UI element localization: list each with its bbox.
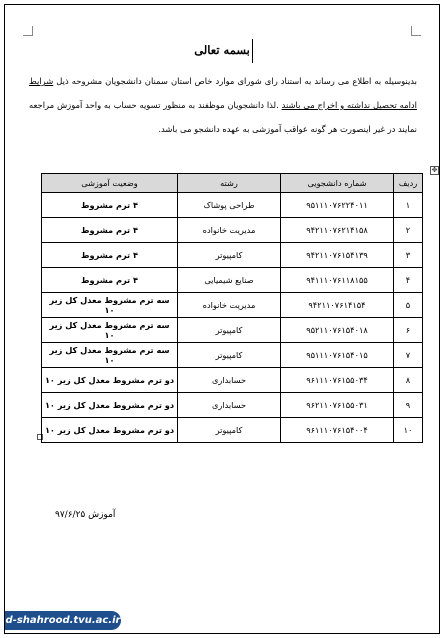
header-status: وضعیت آموزشی	[42, 174, 178, 193]
cell-student-id: ۹۶۱۱۱۰۷۶۱۵۵۰۳۴	[281, 368, 394, 393]
paragraph-underlined: شرایط ادامه تحصیل نداشته و اخراج می باشند	[29, 76, 417, 110]
crop-mark-top-left	[23, 26, 33, 36]
cell-status: سه ترم مشروط معدل کل زیر ۱۰	[42, 318, 178, 343]
paragraph-part-2: .لذا دانشجویان موظفند به منظور تسویه حساب به واحد آموزش مراجعه نمایند در غیر اینصورت هر گونه عواقب آموزشی به عهده دانشجو می باشد.	[29, 100, 417, 134]
cell-student-id: ۹۴۲۱۱۰۷۶۲۱۴۱۵۸	[281, 218, 394, 243]
cell-status: دو ترم مشروط معدل کل زیر ۱۰	[42, 418, 178, 443]
cell-status: ۴ ترم مشروط	[42, 218, 178, 243]
cell-student-id: ۹۶۱۱۱۰۷۶۱۵۴۰۰۴	[281, 418, 394, 443]
cell-major: کامپیوتر	[178, 318, 281, 343]
cell-major: مدیریت خانواده	[178, 293, 281, 318]
cell-major: کامپیوتر	[178, 243, 281, 268]
cell-row-number: ۳	[394, 243, 423, 268]
cell-student-id: ۹۵۱۱۱۰۷۶۲۲۴۰۱۱	[281, 193, 394, 218]
cell-major: حسابداری	[178, 393, 281, 418]
cell-major: طراحی پوشاک	[178, 193, 281, 218]
document-title: بسمه تعالی	[194, 43, 250, 57]
table-row	[42, 268, 423, 293]
header-student-id: شماره دانشجویی	[281, 174, 394, 193]
table-row	[42, 418, 423, 443]
cell-row-number: ۱	[394, 193, 423, 218]
cell-student-id: ۹۴۲۱۱۰۷۶۱۵۴۱۳۹	[281, 243, 394, 268]
cell-major: حسابداری	[178, 368, 281, 393]
cell-student-id: ۹۵۱۱۱۰۷۶۱۵۴۰۱۵	[281, 343, 394, 368]
cell-row-number: ۵	[394, 293, 423, 318]
text-cursor	[252, 39, 253, 63]
cell-row-number: ۷	[394, 343, 423, 368]
cell-status: سه ترم مشروط معدل کل زیر ۱۰	[42, 293, 178, 318]
cell-status: ۴ ترم مشروط	[42, 193, 178, 218]
header-major: رشته	[178, 174, 281, 193]
cell-major: کامپیوتر	[178, 343, 281, 368]
table-row	[42, 343, 423, 368]
cell-major: مدیریت خانواده	[178, 218, 281, 243]
table-header-row	[42, 174, 423, 193]
body-paragraph	[29, 69, 417, 141]
cell-major: صنایع شیمیایی	[178, 268, 281, 293]
table-row	[42, 243, 423, 268]
cell-student-id: ۹۴۱۱۱۰۷۶۱۱۸۱۵۵	[281, 268, 394, 293]
table-row	[42, 193, 423, 218]
cell-status: سه ترم مشروط معدل کل زیر ۱۰	[42, 343, 178, 368]
cell-row-number: ۹	[394, 393, 423, 418]
table-row	[42, 368, 423, 393]
cell-row-number: ۴	[394, 268, 423, 293]
table-row	[42, 218, 423, 243]
table-move-handle-icon[interactable]: ✥	[431, 166, 438, 174]
cell-student-id: ۹۴۲۱۱۰۷۶۱۴۱۵۴	[281, 293, 394, 318]
cell-row-number: ۲	[394, 218, 423, 243]
paragraph-part-1: بدینوسیله به اطلاع می رساند به استناد رای شورای موارد خاص استان سمنان دانشجویان مشروحه ذیل	[53, 76, 417, 86]
cell-student-id: ۹۶۲۱۱۰۷۶۱۵۵۰۳۱	[281, 393, 394, 418]
students-table	[41, 173, 423, 443]
cell-status: دو ترم مشروط معدل کل زیر ۱۰	[42, 393, 178, 418]
cell-row-number: ۸	[394, 368, 423, 393]
site-watermark: d-shahrood.tvu.ac.ir	[5, 611, 121, 630]
header-row-number: ردیف	[394, 174, 423, 193]
cell-status: ۴ ترم مشروط	[42, 268, 178, 293]
footer-signature: آموزش ۹۷/۶/۲۵	[55, 510, 116, 520]
cell-student-id: ۹۵۲۱۱۰۷۶۱۵۴۰۱۸	[281, 318, 394, 343]
table-row	[42, 293, 423, 318]
cell-row-number: ۱۰	[394, 418, 423, 443]
table-row	[42, 318, 423, 343]
crop-mark-top-right	[411, 26, 421, 36]
table-row	[42, 393, 423, 418]
cell-major: کامپیوتر	[178, 418, 281, 443]
cell-row-number: ۶	[394, 318, 423, 343]
cell-status: دو ترم مشروط معدل کل زیر ۱۰	[42, 368, 178, 393]
cell-status: ۴ ترم مشروط	[42, 243, 178, 268]
